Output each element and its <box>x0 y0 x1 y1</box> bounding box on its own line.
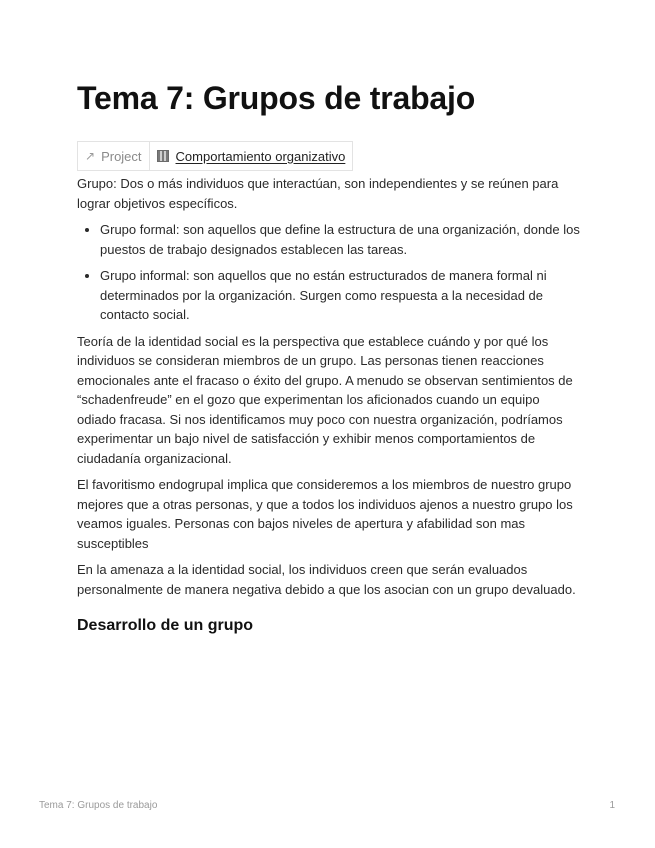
intro-paragraph: Grupo: Dos o más individuos que interactúan, son independientes y se reúnen para lograr objetivos específicos. <box>77 176 559 211</box>
bullet-list <box>77 220 582 325</box>
arrow-up-right-icon: ↗ <box>85 149 96 163</box>
building-icon <box>157 150 169 162</box>
page-content <box>77 174 582 637</box>
paragraph: Teoría de la identidad social es la perspectiva que establece cuándo y por qué los individuos se consideran miembros de un grupo. Las personas tienen reacciones emocionales ante el fracaso o éxito del grupo. A menudo se observan sentimientos de “schadenfreude” en el gozo que experimentan los aficionados cuando un equipo odiado fracasa. Si nos identificamos muy poco con nuestra organización, podríamos experimentar un bajo nivel de satisfacción y exhibir menos comportamientos de ciudadanía organizacional. <box>77 333 573 466</box>
project-link[interactable]: Comportamiento organizativo <box>175 148 346 164</box>
property-key <box>78 142 150 170</box>
page-number: 1 <box>609 800 615 811</box>
list-item: • Grupo informal: son aquellos que no están estructurados de manera formal ni determinados por la organización. Surgen como respuesta a la necesidad de contacto social. <box>100 266 582 325</box>
properties-table <box>77 141 353 171</box>
footer-title: Tema 7: Grupos de trabajo <box>39 800 158 811</box>
property-value[interactable] <box>150 142 353 170</box>
page-title: Tema 7: Grupos de trabajo <box>77 80 476 116</box>
section-heading: Desarrollo de un grupo <box>77 617 254 634</box>
list-item: • Grupo formal: son aquellos que define la estructura de una organización, donde los puestos de trabajo designados establecen las tareas. <box>100 220 582 259</box>
property-key-label: Project <box>101 148 142 164</box>
paragraph: En la amenaza a la identidad social, los individuos creen que serán evaluados personalmente de manera negativa debido a que los asocian con un grupo devaluado. <box>77 562 576 597</box>
paragraph: El favoritismo endogrupal implica que consideremos a los miembros de nuestro grupo mejores que a otras personas, y que a todos los individuos ajenos a nuestro grupo los veamos iguales. Personas con bajos niveles de apertura y afabilidad son mas susceptibles <box>77 477 573 551</box>
